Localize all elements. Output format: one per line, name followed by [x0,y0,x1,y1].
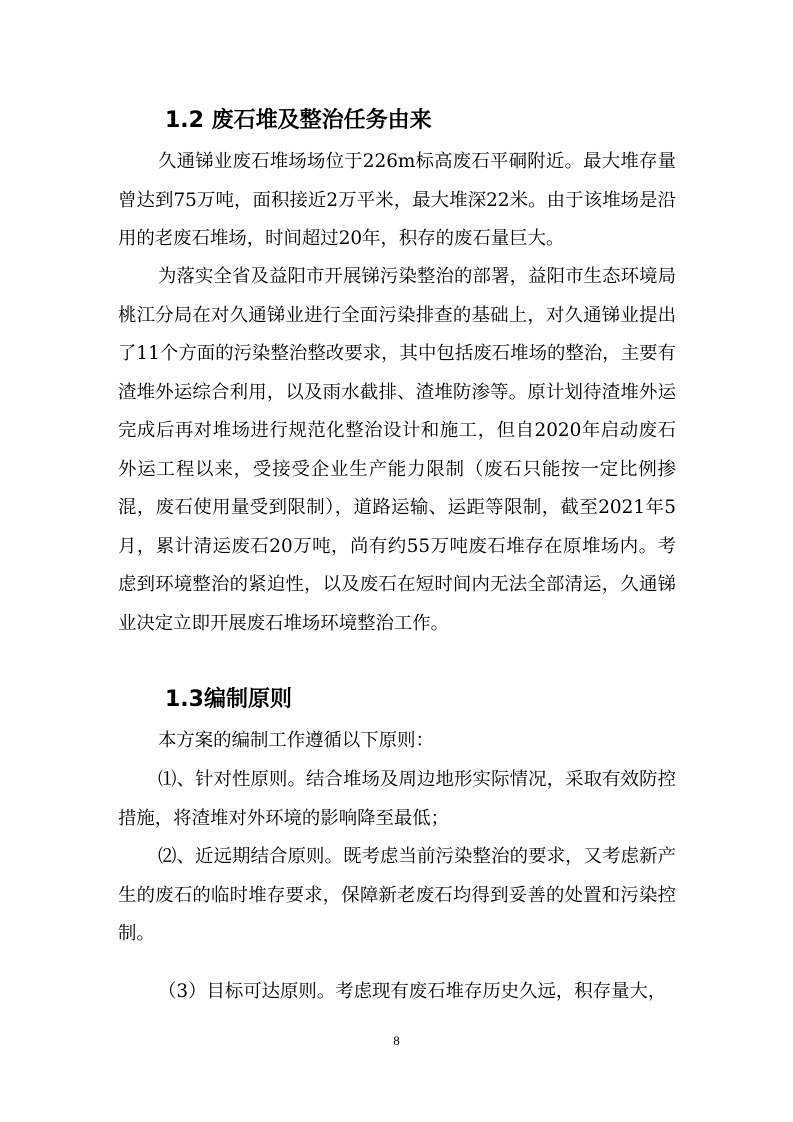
paragraph-principle-3: （3）目标可达原则。考虑现有废石堆存历史久远，积存量大， [158,981,667,1002]
section-heading-1-2: 1.2 废石堆及整治任务由来 [165,108,432,133]
paragraph-principle-2: ⑵、近远期结合原则。既考虑当前污染整治的要求，又考虑新产生的废石的临时堆存要求，保障新老废石均得到妥善的处置和污染控制。 [118,846,676,944]
section-heading-1-3: 1.3编制原则 [165,687,292,712]
paragraph-principle-1: ⑴、针对性原则。结合堆场及周边地形实际情况，采取有效防控措施，将渣堆对外环境的影响降至最低； [118,769,676,829]
paragraph-principles-intro: 本方案的编制工作遵循以下原则： [158,730,434,751]
paragraph-rectification: 为落实全省及益阳市开展锑污染整治的部署，益阳市生态环境局桃江分局在对久通锑业进行全面污染排查的基础上，对久通锑业提出了11个方面的污染整治整改要求，其中包括废石堆场的整治，主要有渣堆外运综合利用，以及雨水截排、渣堆防渗等。原计划待渣堆外运完成后再对堆场进行规范化整治设计和施工，但自2020年启动废石外运工程以来，受接受企业生产能力限制（废石只能按一定比例掺混，废石使用量受到限制），道路运输、运距等限制，截至2021年5月，累计清运废石20万吨，尚有约55万吨废石堆存在原堆场内。考虑到环境整治的紧迫性，以及废石在短时间内无法全部清运，久通锑业决定立即开展废石堆场环境整治工作。 [118,266,676,634]
paragraph-origin: 久通锑业废石堆场场位于226m标高废石平硐附近。最大堆存量曾达到75万吨，面积接近2万平米，最大堆深22米。由于该堆场是沿用的老废石堆场，时间超过20年，积存的废石量巨大。 [118,151,676,249]
page-number: 8 [393,1033,400,1048]
